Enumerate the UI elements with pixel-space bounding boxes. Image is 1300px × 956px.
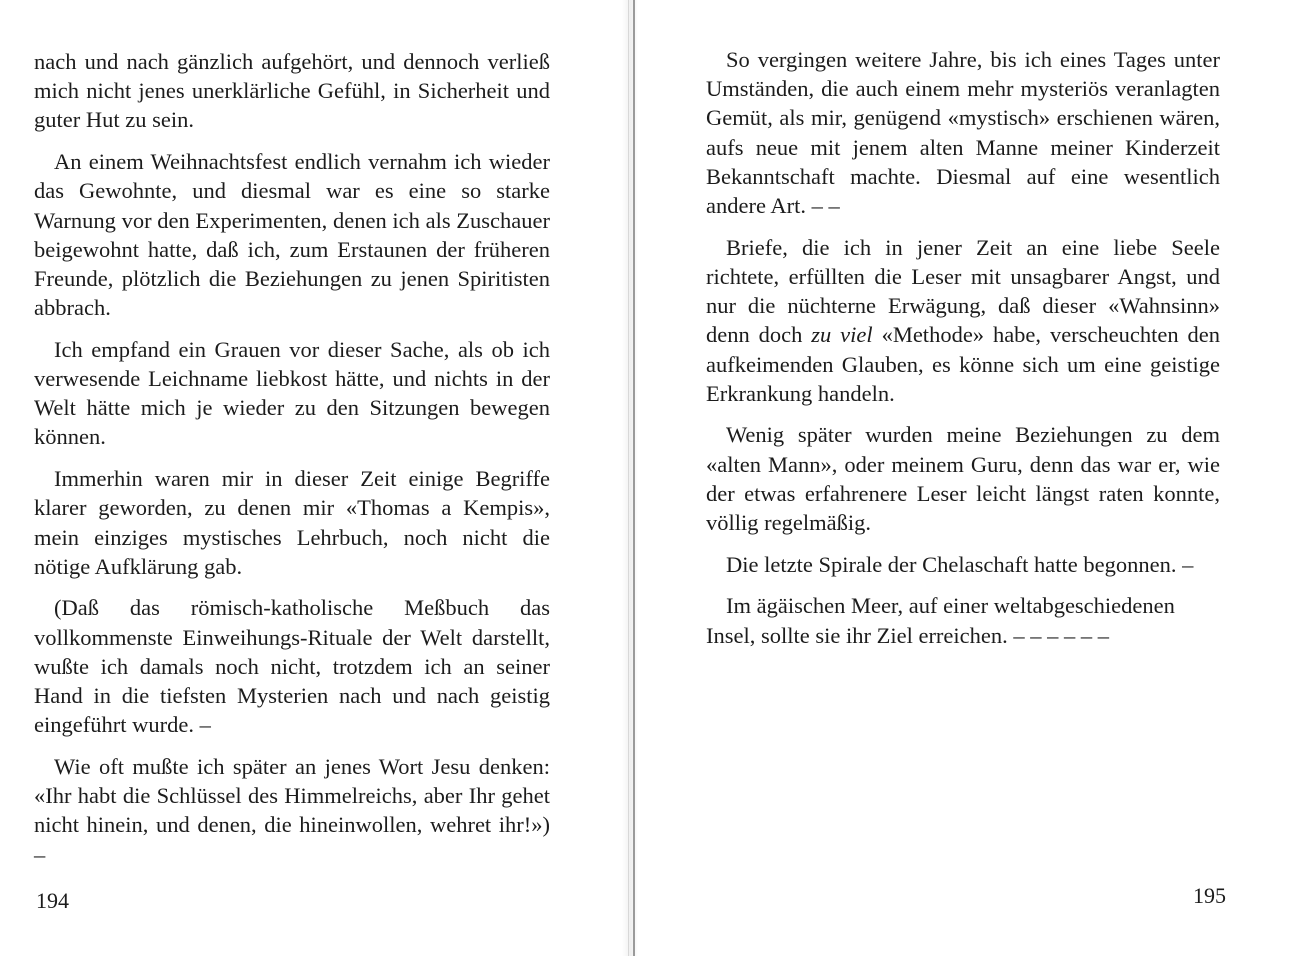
paragraph: Die letzte Spirale der Chelaschaft hatte begonnen. –: [726, 551, 1194, 577]
paragraph: An einem Weihnachtsfest endlich vernahm ich wieder das Gewohnte, und diesmal war es eine so starke Warnung vor den Experimenten, denen ich als Zuschauer beigewohnt hatte, daß ich, zum Erstaunen der früheren Freunde, plötzlich die Beziehungen zu jenen Spiritisten abbrach.: [34, 149, 550, 321]
gutter-shadow-line: [628, 0, 629, 956]
paragraph-text: «Methode» habe, verscheuchten den aufkeimenden Glauben, es könne sich um eine geistige Erkrankung handeln.: [706, 322, 1221, 406]
right-page: [638, 0, 1300, 956]
paragraph: nach und nach gänzlich aufgehört, und dennoch verließ mich nicht jenes unerklärliche Gefühl, in Sicherheit und guter Hut zu sein.: [34, 49, 550, 133]
paragraph-text: Briefe, die ich in jener Zeit an eine liebe Seele richtete, erfüllten die Leser mit unsagbarer Angst, und nur die nüchterne Erwägung, daß dieser «Wahnsinn» denn doch: [706, 234, 1220, 348]
paragraph: Im ägäischen Meer, auf einer weltabgeschiedenen Insel, sollte sie ihr Ziel erreichen. – – – – – –: [706, 593, 1175, 648]
paragraph: So vergingen weitere Jahre, bis ich eines Tages unter Umständen, die auch einem mehr mysteriös veranlagten Gemüt, als mir, genügend «mystisch» erschienen wären, aufs neue mit jenem alten Manne meiner Kinderzeit Bekanntschaft machte. Diesmal auf eine wesentlich andere Art. – –: [706, 47, 1220, 219]
paragraph: Wenig später wurden meine Beziehungen zu dem «alten Mann», oder meinem Guru, denn das war er, wie der etwas erfahrenere Leser leicht längst raten konnte, völlig regelmäßig.: [706, 422, 1220, 536]
paragraph: [706, 233, 1220, 408]
page-number-left: 194: [36, 888, 69, 913]
book-gutter: [622, 0, 638, 956]
paragraph: Ich empfand ein Grauen vor dieser Sache, als ob ich verwesende Leichname liebkost hätte, und nichts in der Welt hätte mich je wieder zu den Sitzungen bewegen können.: [34, 336, 550, 450]
left-page: [0, 0, 622, 956]
paragraph: Wie oft mußte ich später an jenes Wort Jesu denken: «Ihr habt die Schlüssel des Himmelreichs, aber Ihr gehet nicht hinein, und denen, die hineinwollen, wehret ihr!») –: [34, 753, 550, 867]
page-number-right: 195: [1193, 883, 1226, 908]
paragraph: (Daß das römisch-katholische Meßbuch das vollkommenste Einweihungs-Rituale der Welt darstellt, wußte ich damals noch nicht, trotzdem ich an seiner Hand in die tiefsten Mysterien nach und nach geistig eingeführt wurde. –: [34, 595, 550, 738]
gutter-fold-line: [633, 0, 635, 956]
right-page-text: [706, 45, 1220, 662]
paragraph: Immerhin waren mir in dieser Zeit einige Begriffe klarer geworden, zu denen mir «Thomas a Kempis», mein einziges mystisches Lehrbuch, noch nicht die nötige Aufklärung gab.: [34, 466, 550, 579]
left-page-text: [34, 47, 550, 881]
italic-emphasis: zu viel: [811, 322, 873, 348]
